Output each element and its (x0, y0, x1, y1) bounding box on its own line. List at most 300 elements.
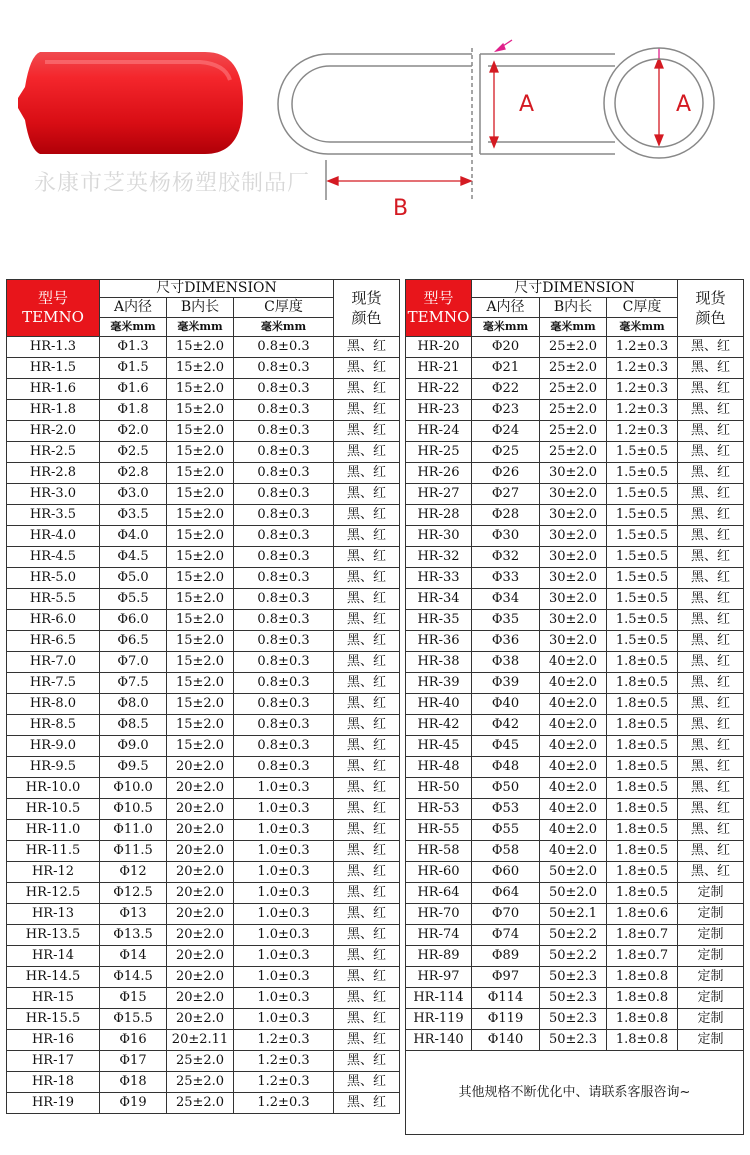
table-row (7, 778, 400, 799)
table-header (406, 280, 744, 337)
model-cell: HR-11.0 (7, 820, 100, 841)
color-cell: 黑、红 (678, 820, 744, 841)
color-cell: 黑、红 (334, 778, 400, 799)
model-cell: HR-89 (406, 946, 472, 967)
thickness-cell: 0.8±0.3 (234, 757, 334, 778)
table-row (406, 820, 744, 841)
color-cell: 黑、红 (334, 358, 400, 379)
inner-length-cell: 40±2.0 (540, 694, 607, 715)
thickness-cell: 1.8±0.7 (607, 925, 678, 946)
dimension-arrows (328, 58, 663, 185)
model-header (7, 280, 100, 337)
model-cell: HR-12 (7, 862, 100, 883)
thickness-cell: 1.8±0.5 (607, 757, 678, 778)
color-cell: 黑、红 (678, 400, 744, 421)
inner-diameter-cell: Φ36 (472, 631, 540, 652)
inner-length-cell: 30±2.0 (540, 631, 607, 652)
model-cell: HR-20 (406, 337, 472, 358)
inner-length-cell: 25±2.0 (540, 379, 607, 400)
table-row (7, 652, 400, 673)
table-row (406, 589, 744, 610)
inner-length-cell: 15±2.0 (167, 673, 234, 694)
model-cell: HR-21 (406, 358, 472, 379)
color-cell: 黑、红 (334, 946, 400, 967)
inner-diameter-cell: Φ64 (472, 883, 540, 904)
thickness-cell: 0.8±0.3 (234, 568, 334, 589)
inner-diameter-cell: Φ97 (472, 967, 540, 988)
inner-length-cell: 50±2.2 (540, 946, 607, 967)
table-body-right (406, 337, 744, 1051)
note-text: 其他规格不断优化中、请联系客服咨询~ (406, 1051, 744, 1135)
unit-a: 毫米mm (472, 318, 540, 337)
inner-length-cell: 30±2.0 (540, 547, 607, 568)
table-row (406, 736, 744, 757)
inner-length-cell: 40±2.0 (540, 673, 607, 694)
inner-diameter-cell: Φ16 (100, 1030, 167, 1051)
inner-diameter-cell: Φ40 (472, 694, 540, 715)
inner-diameter-cell: Φ9.5 (100, 757, 167, 778)
col-a-header: A内径 (472, 298, 540, 318)
model-cell: HR-13.5 (7, 925, 100, 946)
inner-diameter-cell: Φ11.5 (100, 841, 167, 862)
inner-length-cell: 50±2.3 (540, 1009, 607, 1030)
model-cell: HR-2.8 (7, 463, 100, 484)
thickness-cell: 0.8±0.3 (234, 526, 334, 547)
table-row (406, 505, 744, 526)
color-cell: 黑、红 (678, 778, 744, 799)
inner-diameter-cell: Φ33 (472, 568, 540, 589)
inner-diameter-cell: Φ1.3 (100, 337, 167, 358)
color-cell: 黑、红 (334, 484, 400, 505)
unit-c: 毫米mm (234, 318, 334, 337)
inner-length-cell: 20±2.0 (167, 862, 234, 883)
inner-length-cell: 40±2.0 (540, 820, 607, 841)
thickness-cell: 1.5±0.5 (607, 631, 678, 652)
thickness-cell: 1.0±0.3 (234, 925, 334, 946)
model-cell: HR-23 (406, 400, 472, 421)
unit-b: 毫米mm (540, 318, 607, 337)
table-row (7, 862, 400, 883)
model-cell: HR-7.0 (7, 652, 100, 673)
inner-length-cell: 20±2.0 (167, 904, 234, 925)
inner-diameter-cell: Φ6.5 (100, 631, 167, 652)
thickness-cell: 1.8±0.5 (607, 715, 678, 736)
thickness-cell: 1.2±0.3 (607, 358, 678, 379)
inner-diameter-cell: Φ7.5 (100, 673, 167, 694)
inner-diameter-cell: Φ70 (472, 904, 540, 925)
inner-diameter-cell: Φ3.0 (100, 484, 167, 505)
inner-length-cell: 40±2.0 (540, 652, 607, 673)
thickness-cell: 1.8±0.5 (607, 799, 678, 820)
color-cell: 黑、红 (334, 463, 400, 484)
model-cell: HR-97 (406, 967, 472, 988)
thickness-cell: 1.5±0.5 (607, 547, 678, 568)
table-row (7, 673, 400, 694)
table-row (406, 568, 744, 589)
table-row (7, 946, 400, 967)
table-row (406, 358, 744, 379)
dimension-header: 尺寸DIMENSION (100, 280, 334, 298)
table-row (7, 883, 400, 904)
color-cell: 定制 (678, 988, 744, 1009)
inner-length-cell: 15±2.0 (167, 694, 234, 715)
table-row (406, 946, 744, 967)
color-cell: 黑、红 (334, 442, 400, 463)
table-row (406, 484, 744, 505)
color-cell: 黑、红 (678, 736, 744, 757)
model-cell: HR-2.0 (7, 421, 100, 442)
table-row (7, 442, 400, 463)
table-row (7, 1051, 400, 1072)
model-cell: HR-14 (7, 946, 100, 967)
inner-diameter-cell: Φ35 (472, 610, 540, 631)
thickness-cell: 1.8±0.7 (607, 946, 678, 967)
thickness-cell: 1.0±0.3 (234, 883, 334, 904)
thickness-cell: 1.8±0.5 (607, 736, 678, 757)
table-row (7, 904, 400, 925)
inner-length-cell: 50±2.3 (540, 988, 607, 1009)
color-header (334, 280, 400, 337)
inner-length-cell: 50±2.1 (540, 904, 607, 925)
model-cell: HR-55 (406, 820, 472, 841)
model-cell: HR-50 (406, 778, 472, 799)
inner-length-cell: 15±2.0 (167, 568, 234, 589)
inner-diameter-cell: Φ8.5 (100, 715, 167, 736)
inner-length-cell: 30±2.0 (540, 463, 607, 484)
thickness-cell: 1.8±0.5 (607, 841, 678, 862)
thickness-cell: 0.8±0.3 (234, 673, 334, 694)
inner-diameter-cell: Φ89 (472, 946, 540, 967)
thickness-cell: 1.8±0.8 (607, 1030, 678, 1051)
model-cell: HR-1.8 (7, 400, 100, 421)
inner-length-cell: 30±2.0 (540, 526, 607, 547)
inner-length-cell: 25±2.0 (167, 1093, 234, 1114)
table-row (7, 1072, 400, 1093)
model-cell: HR-70 (406, 904, 472, 925)
inner-length-cell: 15±2.0 (167, 652, 234, 673)
color-cell: 黑、红 (334, 925, 400, 946)
table-row (7, 841, 400, 862)
thickness-cell: 1.2±0.3 (607, 379, 678, 400)
color-cell: 定制 (678, 1009, 744, 1030)
col-c-header: C厚度 (607, 298, 678, 318)
model-cell: HR-45 (406, 736, 472, 757)
table-row (406, 757, 744, 778)
color-label-2: 颜色 (695, 309, 726, 327)
thickness-cell: 1.8±0.5 (607, 862, 678, 883)
table-row (7, 400, 400, 421)
color-cell: 黑、红 (334, 1030, 400, 1051)
color-cell: 定制 (678, 946, 744, 967)
thickness-cell: 1.8±0.5 (607, 673, 678, 694)
color-cell: 黑、红 (334, 1009, 400, 1030)
thickness-cell: 1.5±0.5 (607, 610, 678, 631)
model-cell: HR-9.5 (7, 757, 100, 778)
table-row (7, 820, 400, 841)
thickness-cell: 1.2±0.3 (607, 421, 678, 442)
table-row (7, 568, 400, 589)
table-row (7, 631, 400, 652)
table-header (7, 280, 400, 337)
model-cell: HR-60 (406, 862, 472, 883)
model-cell: HR-6.5 (7, 631, 100, 652)
color-cell: 黑、红 (334, 547, 400, 568)
inner-diameter-cell: Φ23 (472, 400, 540, 421)
inner-diameter-cell: Φ10.0 (100, 778, 167, 799)
color-cell: 黑、红 (334, 736, 400, 757)
color-cell: 黑、红 (334, 904, 400, 925)
inner-length-cell: 25±2.0 (167, 1072, 234, 1093)
label-a-end: A (676, 92, 692, 117)
inner-diameter-cell: Φ38 (472, 652, 540, 673)
model-cell: HR-1.5 (7, 358, 100, 379)
dimension-header: 尺寸DIMENSION (472, 280, 678, 298)
thickness-pointer (496, 40, 659, 58)
thickness-cell: 1.5±0.5 (607, 505, 678, 526)
inner-diameter-cell: Φ32 (472, 547, 540, 568)
inner-diameter-cell: Φ4.0 (100, 526, 167, 547)
table-row (7, 757, 400, 778)
inner-length-cell: 50±2.3 (540, 1030, 607, 1051)
thickness-cell: 1.8±0.8 (607, 1009, 678, 1030)
inner-diameter-cell: Φ45 (472, 736, 540, 757)
inner-length-cell: 20±2.0 (167, 1009, 234, 1030)
model-cell: HR-34 (406, 589, 472, 610)
color-cell: 黑、红 (678, 421, 744, 442)
inner-length-cell: 15±2.0 (167, 442, 234, 463)
color-cell: 黑、红 (334, 400, 400, 421)
table-row (406, 904, 744, 925)
model-cell: HR-119 (406, 1009, 472, 1030)
table-row (406, 547, 744, 568)
model-cell: HR-5.0 (7, 568, 100, 589)
inner-diameter-cell: Φ17 (100, 1051, 167, 1072)
table-row (7, 358, 400, 379)
color-cell: 黑、红 (334, 715, 400, 736)
model-cell: HR-2.5 (7, 442, 100, 463)
inner-diameter-cell: Φ13 (100, 904, 167, 925)
inner-length-cell: 20±2.0 (167, 799, 234, 820)
model-cell: HR-8.5 (7, 715, 100, 736)
table-row (406, 988, 744, 1009)
color-cell: 黑、红 (334, 589, 400, 610)
color-cell: 定制 (678, 925, 744, 946)
model-label-en: TEMNO (407, 308, 470, 326)
inner-length-cell: 50±2.2 (540, 925, 607, 946)
thickness-cell: 0.8±0.3 (234, 484, 334, 505)
color-cell: 黑、红 (334, 337, 400, 358)
thickness-cell: 0.8±0.3 (234, 421, 334, 442)
table-row (7, 694, 400, 715)
inner-diameter-cell: Φ15 (100, 988, 167, 1009)
model-cell: HR-28 (406, 505, 472, 526)
table-row (406, 337, 744, 358)
unit-b: 毫米mm (167, 318, 234, 337)
model-cell: HR-16 (7, 1030, 100, 1051)
inner-length-cell: 20±2.11 (167, 1030, 234, 1051)
color-header (678, 280, 744, 337)
color-cell: 黑、红 (678, 358, 744, 379)
color-cell: 黑、红 (334, 1072, 400, 1093)
inner-diameter-cell: Φ42 (472, 715, 540, 736)
inner-diameter-cell: Φ2.5 (100, 442, 167, 463)
table-row (7, 547, 400, 568)
inner-diameter-cell: Φ8.0 (100, 694, 167, 715)
inner-diameter-cell: Φ3.5 (100, 505, 167, 526)
inner-length-cell: 50±2.3 (540, 967, 607, 988)
inner-diameter-cell: Φ19 (100, 1093, 167, 1114)
model-cell: HR-1.6 (7, 379, 100, 400)
model-cell: HR-35 (406, 610, 472, 631)
color-cell: 黑、红 (334, 757, 400, 778)
model-cell: HR-12.5 (7, 883, 100, 904)
model-cell: HR-74 (406, 925, 472, 946)
inner-length-cell: 50±2.0 (540, 883, 607, 904)
watermark: 永康市芝英杨杨塑胶制品厂 (34, 171, 311, 196)
model-cell: HR-38 (406, 652, 472, 673)
model-cell: HR-19 (7, 1093, 100, 1114)
thickness-cell: 1.5±0.5 (607, 526, 678, 547)
side-view-drawing (278, 48, 615, 200)
color-cell: 黑、红 (678, 505, 744, 526)
thickness-cell: 0.8±0.3 (234, 400, 334, 421)
model-cell: HR-26 (406, 463, 472, 484)
table-row (7, 421, 400, 442)
table-row (7, 526, 400, 547)
color-cell: 黑、红 (334, 652, 400, 673)
table-row (7, 1093, 400, 1114)
inner-length-cell: 15±2.0 (167, 421, 234, 442)
color-cell: 黑、红 (678, 484, 744, 505)
table-row (406, 715, 744, 736)
model-cell: HR-9.0 (7, 736, 100, 757)
model-cell: HR-11.5 (7, 841, 100, 862)
thickness-cell: 1.0±0.3 (234, 904, 334, 925)
color-cell: 黑、红 (334, 673, 400, 694)
inner-length-cell: 15±2.0 (167, 715, 234, 736)
inner-diameter-cell: Φ5.0 (100, 568, 167, 589)
inner-diameter-cell: Φ22 (472, 379, 540, 400)
model-cell: HR-4.5 (7, 547, 100, 568)
inner-length-cell: 30±2.0 (540, 610, 607, 631)
table-row (406, 883, 744, 904)
inner-diameter-cell: Φ6.0 (100, 610, 167, 631)
color-cell: 黑、红 (334, 631, 400, 652)
inner-length-cell: 20±2.0 (167, 757, 234, 778)
inner-diameter-cell: Φ26 (472, 463, 540, 484)
inner-diameter-cell: Φ13.5 (100, 925, 167, 946)
inner-length-cell: 25±2.0 (540, 337, 607, 358)
model-cell: HR-10.0 (7, 778, 100, 799)
color-cell: 黑、红 (334, 610, 400, 631)
model-cell: HR-13 (7, 904, 100, 925)
thickness-cell: 0.8±0.3 (234, 736, 334, 757)
table-row (406, 799, 744, 820)
table-body-left (7, 337, 400, 1114)
model-cell: HR-32 (406, 547, 472, 568)
thickness-cell: 0.8±0.3 (234, 547, 334, 568)
inner-diameter-cell: Φ48 (472, 757, 540, 778)
product-diagram (0, 0, 750, 260)
color-label-1: 现货 (351, 289, 382, 307)
inner-diameter-cell: Φ11.0 (100, 820, 167, 841)
inner-diameter-cell: Φ1.5 (100, 358, 167, 379)
inner-diameter-cell: Φ28 (472, 505, 540, 526)
thickness-cell: 1.5±0.5 (607, 484, 678, 505)
inner-length-cell: 25±2.0 (540, 400, 607, 421)
inner-length-cell: 15±2.0 (167, 736, 234, 757)
inner-diameter-cell: Φ114 (472, 988, 540, 1009)
inner-diameter-cell: Φ50 (472, 778, 540, 799)
color-cell: 黑、红 (334, 1051, 400, 1072)
model-header (406, 280, 472, 337)
color-cell: 黑、红 (334, 1093, 400, 1114)
inner-length-cell: 15±2.0 (167, 610, 234, 631)
inner-diameter-cell: Φ5.5 (100, 589, 167, 610)
red-cap-image (18, 52, 243, 154)
inner-length-cell: 20±2.0 (167, 778, 234, 799)
color-cell: 黑、红 (334, 505, 400, 526)
thickness-cell: 1.5±0.5 (607, 589, 678, 610)
table-row (406, 463, 744, 484)
color-cell: 黑、红 (678, 652, 744, 673)
inner-diameter-cell: Φ21 (472, 358, 540, 379)
table-row (7, 799, 400, 820)
model-cell: HR-18 (7, 1072, 100, 1093)
model-cell: HR-64 (406, 883, 472, 904)
table-row (406, 421, 744, 442)
model-cell: HR-33 (406, 568, 472, 589)
thickness-cell: 1.8±0.6 (607, 904, 678, 925)
model-cell: HR-8.0 (7, 694, 100, 715)
inner-length-cell: 20±2.0 (167, 883, 234, 904)
inner-diameter-cell: Φ2.8 (100, 463, 167, 484)
table-row (406, 379, 744, 400)
thickness-cell: 1.2±0.3 (234, 1051, 334, 1072)
inner-length-cell: 20±2.0 (167, 967, 234, 988)
table-row (7, 589, 400, 610)
thickness-cell: 0.8±0.3 (234, 610, 334, 631)
table-row (7, 484, 400, 505)
model-cell: HR-4.0 (7, 526, 100, 547)
inner-diameter-cell: Φ119 (472, 1009, 540, 1030)
unit-c: 毫米mm (607, 318, 678, 337)
col-c-header: C厚度 (234, 298, 334, 318)
table-row (406, 925, 744, 946)
inner-length-cell: 15±2.0 (167, 631, 234, 652)
table-row (406, 631, 744, 652)
model-cell: HR-10.5 (7, 799, 100, 820)
inner-length-cell: 40±2.0 (540, 778, 607, 799)
inner-length-cell: 15±2.0 (167, 589, 234, 610)
color-cell: 黑、红 (334, 883, 400, 904)
inner-diameter-cell: Φ55 (472, 820, 540, 841)
thickness-cell: 1.5±0.5 (607, 568, 678, 589)
model-cell: HR-140 (406, 1030, 472, 1051)
color-cell: 黑、红 (334, 694, 400, 715)
inner-diameter-cell: Φ60 (472, 862, 540, 883)
thickness-cell: 0.8±0.3 (234, 337, 334, 358)
inner-diameter-cell: Φ30 (472, 526, 540, 547)
inner-diameter-cell: Φ12.5 (100, 883, 167, 904)
inner-length-cell: 20±2.0 (167, 925, 234, 946)
color-cell: 黑、红 (334, 421, 400, 442)
unit-a: 毫米mm (100, 318, 167, 337)
table-row (7, 967, 400, 988)
thickness-cell: 1.8±0.8 (607, 967, 678, 988)
inner-diameter-cell: Φ74 (472, 925, 540, 946)
inner-diameter-cell: Φ14 (100, 946, 167, 967)
